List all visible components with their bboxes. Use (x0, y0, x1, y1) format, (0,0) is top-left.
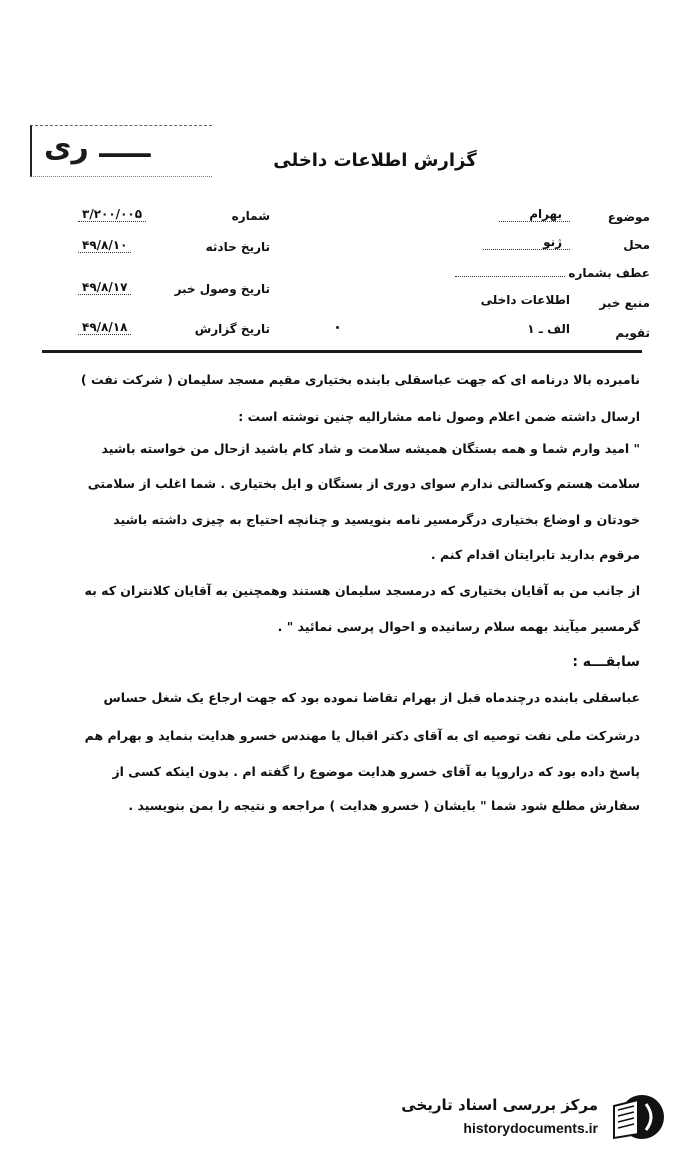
background-heading: سابقـــه : (572, 654, 640, 670)
reference-value-line (455, 276, 565, 277)
background-line-4: سفارش مطلع شود شما " بایشان ( خسرو هدایت ) مراجعه و نتیجه را بمن بنویسید . (128, 798, 640, 813)
body-line-1: نامبرده بالا درنامه ای که جهت عباسقلی بابنده بختیاری مقیم مسجد سلیمان ( شرکت نفت ) (80, 372, 640, 387)
place-value: ژنو (483, 235, 570, 250)
receipt-date-label: تاریخ وصول خبر (174, 282, 270, 296)
body-line-7: از جانب من به آقایان بختیاری که درمسجد سلیمان هستند وهمچنین به آقایان کلانتران که به (84, 583, 640, 598)
background-line-2: درشرکت ملی نفت توصیه ای به آقای دکتر اقبال یا مهندس خسرو هدایت بنماید و بهرام هم (84, 728, 640, 743)
website-text: historydocuments.ir (463, 1120, 598, 1136)
classification-stamp (30, 125, 212, 177)
body-line-3: " امید وارم شما و همه بستگان همیشه سلامت و شاد کام باشید ازحال من خواسته باشید (101, 441, 640, 456)
body-line-4: سلامت هستم وکسالتی ندارم سوای دوری از بستگان و ایل بختیاری . شما اغلب از سلامتی (87, 476, 640, 491)
body-line-2: ارسال داشته ضمن اعلام وصول نامه مشارالیه چنین نوشته است : (238, 409, 640, 424)
archive-logo-icon (608, 1092, 666, 1142)
source-value: اطلاعات داخلی (480, 293, 570, 307)
evaluation-value: الف ـ ۱ (527, 322, 570, 336)
subject-label: موضوع (607, 210, 650, 224)
ink-dot (336, 326, 339, 329)
number-label: شماره (231, 209, 270, 223)
event-date-value: ۴۹/۸/۱۰ (78, 238, 131, 253)
evaluation-label: تقویم (615, 326, 650, 340)
event-date-label: تاریخ حادثه (205, 240, 270, 254)
center-name: مرکز بررسی اسناد تاریخی (401, 1096, 598, 1114)
report-date-value: ۴۹/۸/۱۸ (78, 320, 131, 335)
background-line-1: عباسقلی بابنده درچندماه قبل از بهرام تقاضا نموده بود که جهت ارجاع یک شغل حساس (103, 690, 640, 705)
source-label: منبع خبر (599, 296, 650, 310)
header-divider (42, 350, 642, 353)
receipt-date-value: ۴۹/۸/۱۷ (78, 280, 131, 295)
watermark-brand (370, 1090, 670, 1146)
classification-stamp-text: ـــــ ری (44, 130, 151, 165)
body-line-6: مرقوم بدارید تابرایتان اقدام کنم . (430, 547, 640, 562)
reference-label: عطف بشماره (568, 266, 650, 280)
number-value: ۳/۲۰۰/۰۰۵ (78, 207, 146, 222)
subject-value: بهرام (499, 207, 570, 222)
body-line-8: گرمسیر میآیند بهمه سلام رسانیده و احوال پرسی نمائید " . (277, 619, 640, 634)
report-date-label: تاریخ گزارش (194, 322, 270, 336)
place-label: محل (623, 238, 650, 252)
document-title: گزارش اطلاعات داخلی (273, 150, 477, 171)
background-line-3: پاسخ داده بود که دراروپا به آقای خسرو هدایت موضوع را گفته ام . بدون اینکه کسی از (112, 764, 640, 779)
body-line-5: خودتان و اوضاع بختیاری درگرمسیر نامه بنویسید و چنانچه احتیاج به چیزی داشته باشید (113, 512, 640, 527)
